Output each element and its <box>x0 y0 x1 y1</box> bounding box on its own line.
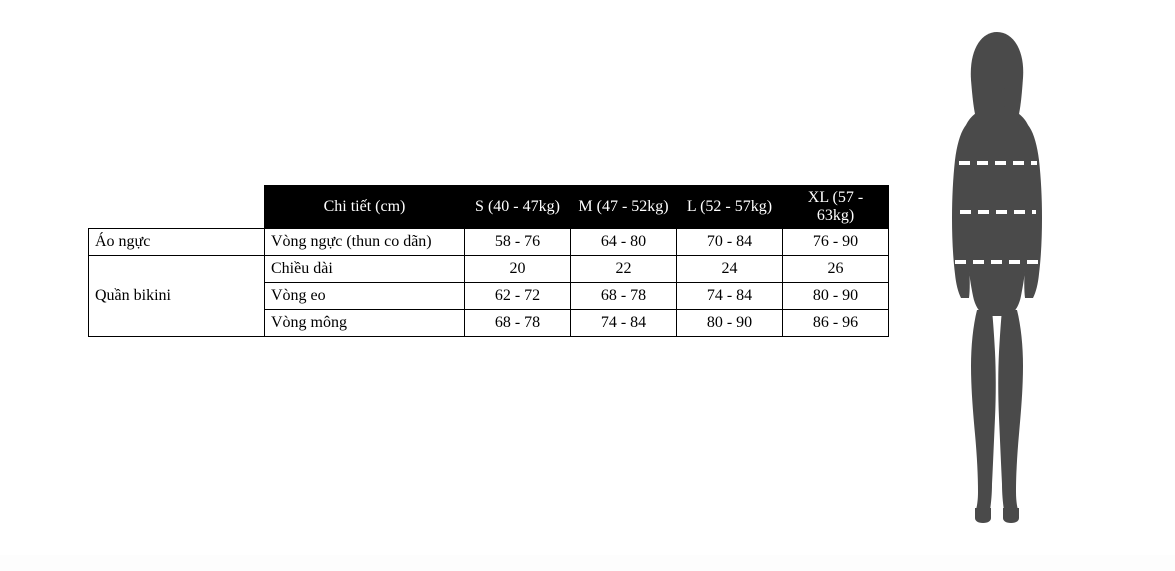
value-cell-m: 22 <box>571 256 677 283</box>
value-cell-s: 20 <box>465 256 571 283</box>
group-label-bikini: Quần bikini <box>89 256 265 337</box>
table-row <box>89 229 889 256</box>
value-cell-s: 68 - 78 <box>465 310 571 337</box>
size-chart-table <box>88 185 889 337</box>
value-cell-m: 64 - 80 <box>571 229 677 256</box>
detail-label: Vòng ngực (thun co dãn) <box>265 229 465 256</box>
header-cell-size-xl: XL (57 - 63kg) <box>783 186 889 229</box>
value-cell-s: 62 - 72 <box>465 283 571 310</box>
value-cell-xl: 76 - 90 <box>783 229 889 256</box>
header-cell-size-m: M (47 - 52kg) <box>571 186 677 229</box>
table-header-row <box>89 186 889 229</box>
size-chart-container <box>88 185 888 337</box>
table-row <box>89 256 889 283</box>
value-cell-l: 74 - 84 <box>677 283 783 310</box>
header-cell-size-l: L (52 - 57kg) <box>677 186 783 229</box>
header-cell-blank <box>89 186 265 229</box>
header-cell-size-s: S (40 - 47kg) <box>465 186 571 229</box>
bottom-edge-band <box>0 555 1175 571</box>
value-cell-xl: 26 <box>783 256 889 283</box>
body-silhouette-figure <box>897 20 1097 525</box>
value-cell-l: 24 <box>677 256 783 283</box>
value-cell-l: 80 - 90 <box>677 310 783 337</box>
header-cell-detail: Chi tiết (cm) <box>265 186 465 229</box>
value-cell-l: 70 - 84 <box>677 229 783 256</box>
detail-label: Vòng eo <box>265 283 465 310</box>
value-cell-s: 58 - 76 <box>465 229 571 256</box>
value-cell-m: 68 - 78 <box>571 283 677 310</box>
detail-label: Chiều dài <box>265 256 465 283</box>
value-cell-xl: 80 - 90 <box>783 283 889 310</box>
value-cell-m: 74 - 84 <box>571 310 677 337</box>
value-cell-xl: 86 - 96 <box>783 310 889 337</box>
detail-label: Vòng mông <box>265 310 465 337</box>
group-label-bra: Áo ngực <box>89 229 265 256</box>
